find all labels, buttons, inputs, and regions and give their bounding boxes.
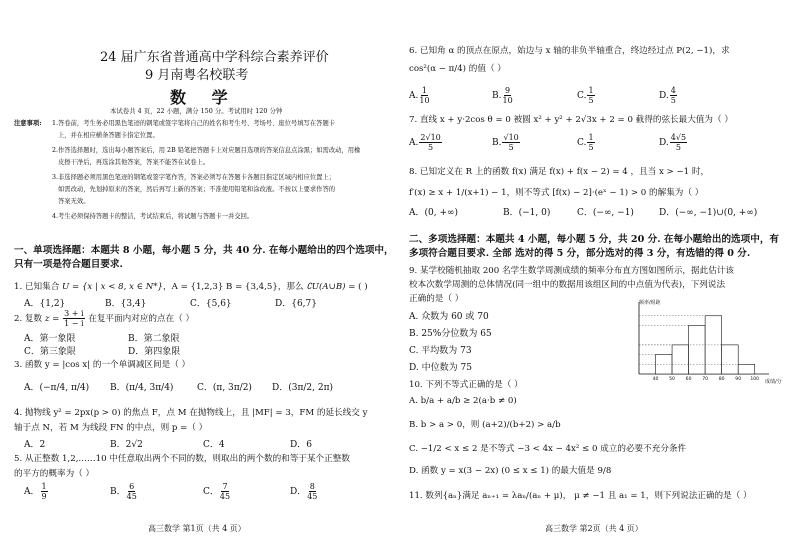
question-6-line2: cos²(α − π/4) 的值（ ） xyxy=(409,64,506,74)
question-8-line1: 8. 已知定义在 R 上的函数 f(x) 满足 f(x) + f(x − 2) = 4 ，且当 x > −1 时， xyxy=(409,167,710,177)
question-9-line2: 校本次数学周测的总体情况(同一组中的数据用该组区间的中点值为代表)，下列说法 xyxy=(409,280,726,290)
histogram-bar-80-90 xyxy=(722,345,739,374)
q10-option-d: D. 函数 y = x(3 − 2x) (0 ≤ x ≤ 1) 的最大值是 9/8 xyxy=(409,466,612,476)
q1-option-a: A．{1,2} xyxy=(24,299,66,309)
q4-option-d: D．6 xyxy=(290,440,312,450)
q2-option-a: A．第一象限 xyxy=(24,334,76,344)
q3-option-b: B．(π/4, 3π/4) xyxy=(110,383,174,393)
question-8-line2: f′(x) ≥ x + 1/(x+1) − 1，则不等式 [f(x) − 2]·(eˣ − 1) > 0 的解集为（ ） xyxy=(409,188,704,198)
question-9-line3: 正确的是（ ） xyxy=(409,294,464,304)
notice-item-2b: 皮擦干净后，再选涂其他答案，答案不能答在试卷上。 xyxy=(58,159,210,166)
question-10-stem: 10. 下列不等式正确的是（ ） xyxy=(409,380,523,390)
q3-option-a: A．(−π/4, π/4) xyxy=(24,383,90,393)
q7-option-b: B. $\frac{√10}{5}$ xyxy=(492,133,519,152)
exam-title: 24 届广东省普通高中学科综合素养评价 xyxy=(100,50,329,65)
q8-option-b: B．(−1, 0) xyxy=(503,208,551,218)
frequency-histogram xyxy=(625,296,785,388)
q4-option-b: B．2√2 xyxy=(110,440,143,450)
question-1-stem: 1. 已知集合 U = {x | x < 8, x ∈ N*}，A = {1,2,3} B = {3,4,5}，那么 ∁U(A∪B) = ( ) xyxy=(14,282,368,292)
q9-option-a: A. 众数为 60 或 70 xyxy=(409,312,489,322)
histogram-tick-80: 80 xyxy=(718,377,725,382)
notice-item-3b: 如需改动，先划掉原来的答案，然后再写上新的答案；不准使用铅笔和涂改液。不按以上要求作答的 xyxy=(58,186,336,193)
histogram-tick-60: 60 xyxy=(685,377,692,382)
histogram-tick-70: 70 xyxy=(702,377,709,382)
question-9-line1: 9. 某学校随机抽取 200 名学生数学周测成绩的频率分布直方图如图所示，据此估计该 xyxy=(409,266,734,276)
q5-option-c: C． $\frac{7}{45}$ xyxy=(203,482,231,501)
notice-item-4: 4.考生必须保持答题卡的整洁，考试结束后，将试题与答题卡一并交回。 xyxy=(52,213,254,220)
question-5-line2: 的平方的概率为（ ） xyxy=(14,469,95,479)
q9-option-b: B. 25%分位数为 65 xyxy=(409,329,492,339)
histogram-tick-90: 90 xyxy=(735,377,742,382)
q5-option-b: B． $\frac{6}{45}$ xyxy=(110,482,137,501)
q1-option-c: C．{5,6} xyxy=(190,299,232,309)
histogram-tick-100: 100 xyxy=(750,377,760,382)
question-3-stem: 3. 函数 y = |cos x| 的一个单调减区间是（ ） xyxy=(14,360,191,370)
q1-option-b: B．{3,4} xyxy=(105,299,147,309)
q8-option-a: A．(0, +∞) xyxy=(409,208,459,218)
q1-option-d: D．{6,7} xyxy=(275,299,317,309)
q5-option-a: A． $\frac{1}{9}$ xyxy=(24,482,47,501)
question-4-line2: 轴于点 N，若 M 为线段 FN 的中点，则 p =（ ） xyxy=(14,423,208,433)
q8-option-c: C．(−∞, −1) xyxy=(577,208,634,218)
exam-subtitle: 9 月南粤名校联考 xyxy=(145,68,249,83)
section1-heading-line1: 一、单项选择题：本题共 8 小题，每小题 5 分，共 40 分. 在每小题给出的四个选项中， xyxy=(14,245,394,256)
histogram-tick-50: 50 xyxy=(669,377,675,382)
question-5-line1: 5. 从正整数 1,2,……10 中任意取出两个不同的数，则取出的两个数的和等于某个正整数 xyxy=(14,454,350,464)
histogram-tick-40: 40 xyxy=(652,377,659,382)
notice-item-2a: 2.作答选择题时，选出每小题答案后，用 2B 铅笔把答题卡上对应题目选项的答案信息点涂黑；如需改动，用橡 xyxy=(52,147,361,154)
histogram-bar-60-70 xyxy=(689,325,706,374)
question-11-stem: 11. 数列{aₙ}满足 aₙ₊₁ = λaₙ/(aₙ + μ)， μ ≠ −1 且 a₁ = 1，则下列说法正确的是（ ） xyxy=(409,491,752,501)
q6-option-b: B. $\frac{9}{10}$ xyxy=(492,86,513,105)
q3-option-c: C．(π, 3π/2) xyxy=(197,383,252,393)
histogram-bar-50-60 xyxy=(672,345,689,374)
q3-option-d: D．(3π/2, 2π) xyxy=(272,383,334,393)
question-6-line1: 6. 已知角 α 的顶点在原点，始边与 x 轴的非负半轴重合，终边经过点 P(2, −1)，求 xyxy=(409,46,730,56)
exam-info: 本试卷共 4 页，22 小题，满分 150 分。考试用时 120 分钟 xyxy=(110,107,283,115)
histogram-ylabel: 频率/组距 xyxy=(639,300,661,306)
page-footer-2: 高三数学 第2页（共 4 页） xyxy=(545,524,643,533)
q7-option-a: A. $\frac{2√10}{5}$ xyxy=(409,133,441,152)
q10-option-b: B. b > a > 0，则 (a+2)/(b+2) > a/b xyxy=(409,420,561,430)
question-4-line1: 4. 抛物线 y² = 2px(p > 0) 的焦点 F，点 M 在抛物线上，且 |MF| = 3，FM 的延长线交 y xyxy=(14,408,368,418)
notice-item-1b: 上，并在相应横条答题卡指定位置。 xyxy=(58,132,159,139)
question-7-line1: 7. 直线 x + y·2cos θ = 0 被圆 x² + y² + 2√3x + 2 = 0 截得的弦长最大值为（ ） xyxy=(409,115,733,125)
q4-option-c: C．4 xyxy=(203,440,225,450)
q7-option-d: D. $\frac{4√5}{5}$ xyxy=(659,133,687,152)
q9-option-c: C. 平均数为 73 xyxy=(409,346,472,356)
section2-heading-line1: 二、多项选择题：本题共 4 小题，每小题 5 分，共 20 分. 在每小题给出的选项中，有 xyxy=(409,234,780,245)
section2-heading-line2: 多项符合题目要求. 全部 选对的得 5 分，部分选对的得 3 分，有选错的得 0 分. xyxy=(409,248,751,259)
q2-option-d: D．第四象限 xyxy=(128,347,181,357)
q9-option-d: D. 中位数为 75 xyxy=(409,363,472,373)
notice-item-3a: 3.非选择题必须用黑色笔迹的钢笔或签字笔作答，答案必须写在答题卡各题目指定区域内相应位置上； xyxy=(52,174,336,181)
histogram-bar-90-100 xyxy=(738,364,755,374)
notice-item-3c: 答案无效。 xyxy=(58,198,90,205)
notice-label: 注意事项: xyxy=(14,120,42,127)
q6-option-a: A. $\frac{1}{10}$ xyxy=(409,86,430,105)
page-footer-1: 高三数学 第1页（共 4 页） xyxy=(148,524,246,533)
q6-option-c: C. $\frac{1}{5}$ xyxy=(577,86,594,105)
q6-option-d: D. $\frac{4}{5}$ xyxy=(659,86,676,105)
q8-option-d: D．(−∞, −1)∪(0, +∞) xyxy=(659,208,758,218)
q2-option-c: C．第三象限 xyxy=(24,347,76,357)
q10-option-c: C. −1/2 < x ≤ 2 是不等式 −3 < 4x − 4x² ≤ 0 成立的必要不充分条件 xyxy=(409,444,687,454)
section1-heading-line2: 只有一项是符合题目要求. xyxy=(14,259,123,270)
question-2-stem: 2. 复数 z = $\frac{3 + i}{1 - i}$ 在复平面内对应的点在（ ） xyxy=(14,309,195,328)
right-page xyxy=(397,0,794,550)
subject-title: 数 学 xyxy=(170,88,238,107)
q5-option-d: D． $\frac{8}{45}$ xyxy=(290,482,318,501)
notice-item-1a: 1.答卷前，考生务必用黑色笔迹的钢笔或签字笔将自己的姓名和考生号、考场号、座位号填写在答题卡 xyxy=(52,120,336,127)
q4-option-a: A．2 xyxy=(24,440,46,450)
q2-option-b: B．第二象限 xyxy=(128,334,180,344)
q10-option-a: A. b/a + a/b ≥ 2(a·b ≠ 0) xyxy=(409,396,517,406)
histogram-xlabel: 成绩/分 xyxy=(765,379,782,385)
q7-option-c: C. $\frac{1}{5}$ xyxy=(577,133,594,152)
histogram-bar-70-80 xyxy=(705,316,722,374)
